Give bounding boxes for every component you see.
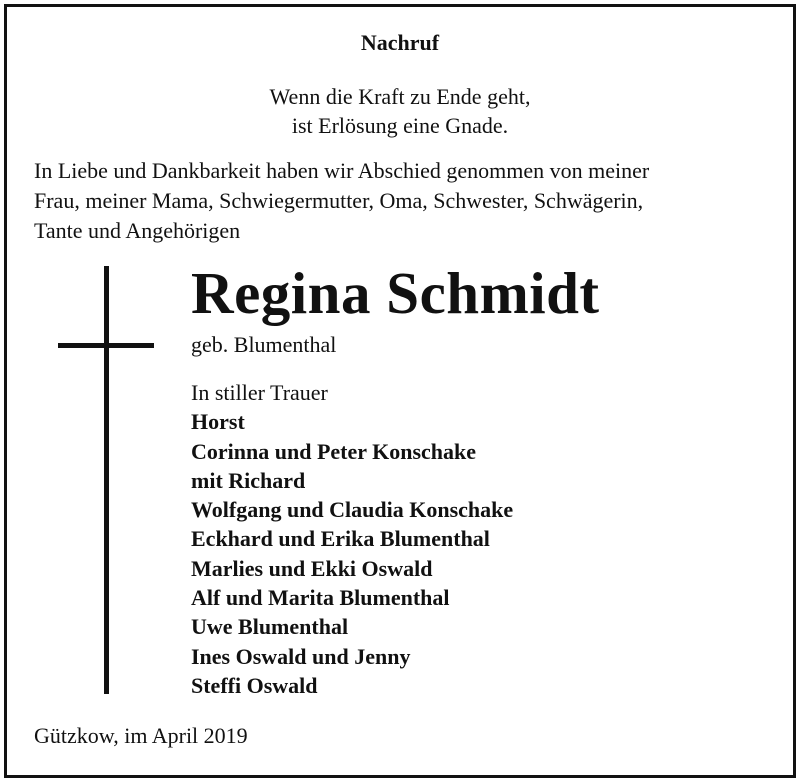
place-date: Gützkow, im April 2019 bbox=[34, 723, 248, 748]
intro-line: In Liebe und Dankbarkeit haben wir Abschied genommen von meiner bbox=[34, 158, 650, 183]
birth-name: geb. Blumenthal bbox=[191, 332, 337, 357]
mourner-name: Eckhard und Erika Blumenthal bbox=[191, 526, 490, 552]
mourner-name: Uwe Blumenthal bbox=[191, 614, 349, 640]
deceased-name: Regina Schmidt bbox=[191, 260, 600, 326]
mourners-caption: In stiller Trauer bbox=[191, 380, 328, 405]
mourner-name: Ines Oswald und Jenny bbox=[191, 643, 411, 669]
notice-title: Nachruf bbox=[360, 30, 440, 55]
mourner-name: Wolfgang und Claudia Konschake bbox=[191, 497, 514, 523]
quote-line: ist Erlösung eine Gnade. bbox=[291, 113, 509, 138]
mourner-name: Alf und Marita Blumenthal bbox=[191, 585, 450, 611]
mourners-list bbox=[191, 378, 513, 700]
mourner-name: Steffi Oswald bbox=[191, 672, 318, 698]
intro-text bbox=[34, 156, 774, 246]
mourner-name: mit Richard bbox=[191, 467, 306, 493]
quote-line: Wenn die Kraft zu Ende geht, bbox=[269, 84, 531, 109]
mourner-name: Corinna und Peter Konschake bbox=[191, 438, 477, 464]
cross-vertical-bar bbox=[104, 266, 109, 694]
intro-line: Tante und Angehörigen bbox=[34, 218, 241, 243]
mourner-name: Marlies und Ekki Oswald bbox=[191, 555, 433, 581]
intro-line: Frau, meiner Mama, Schwiegermutter, Oma, Schwester, Schwägerin, bbox=[34, 188, 644, 213]
memorial-quote bbox=[0, 82, 800, 140]
mourner-name: Horst bbox=[191, 409, 245, 435]
cross-horizontal-bar bbox=[58, 343, 154, 348]
